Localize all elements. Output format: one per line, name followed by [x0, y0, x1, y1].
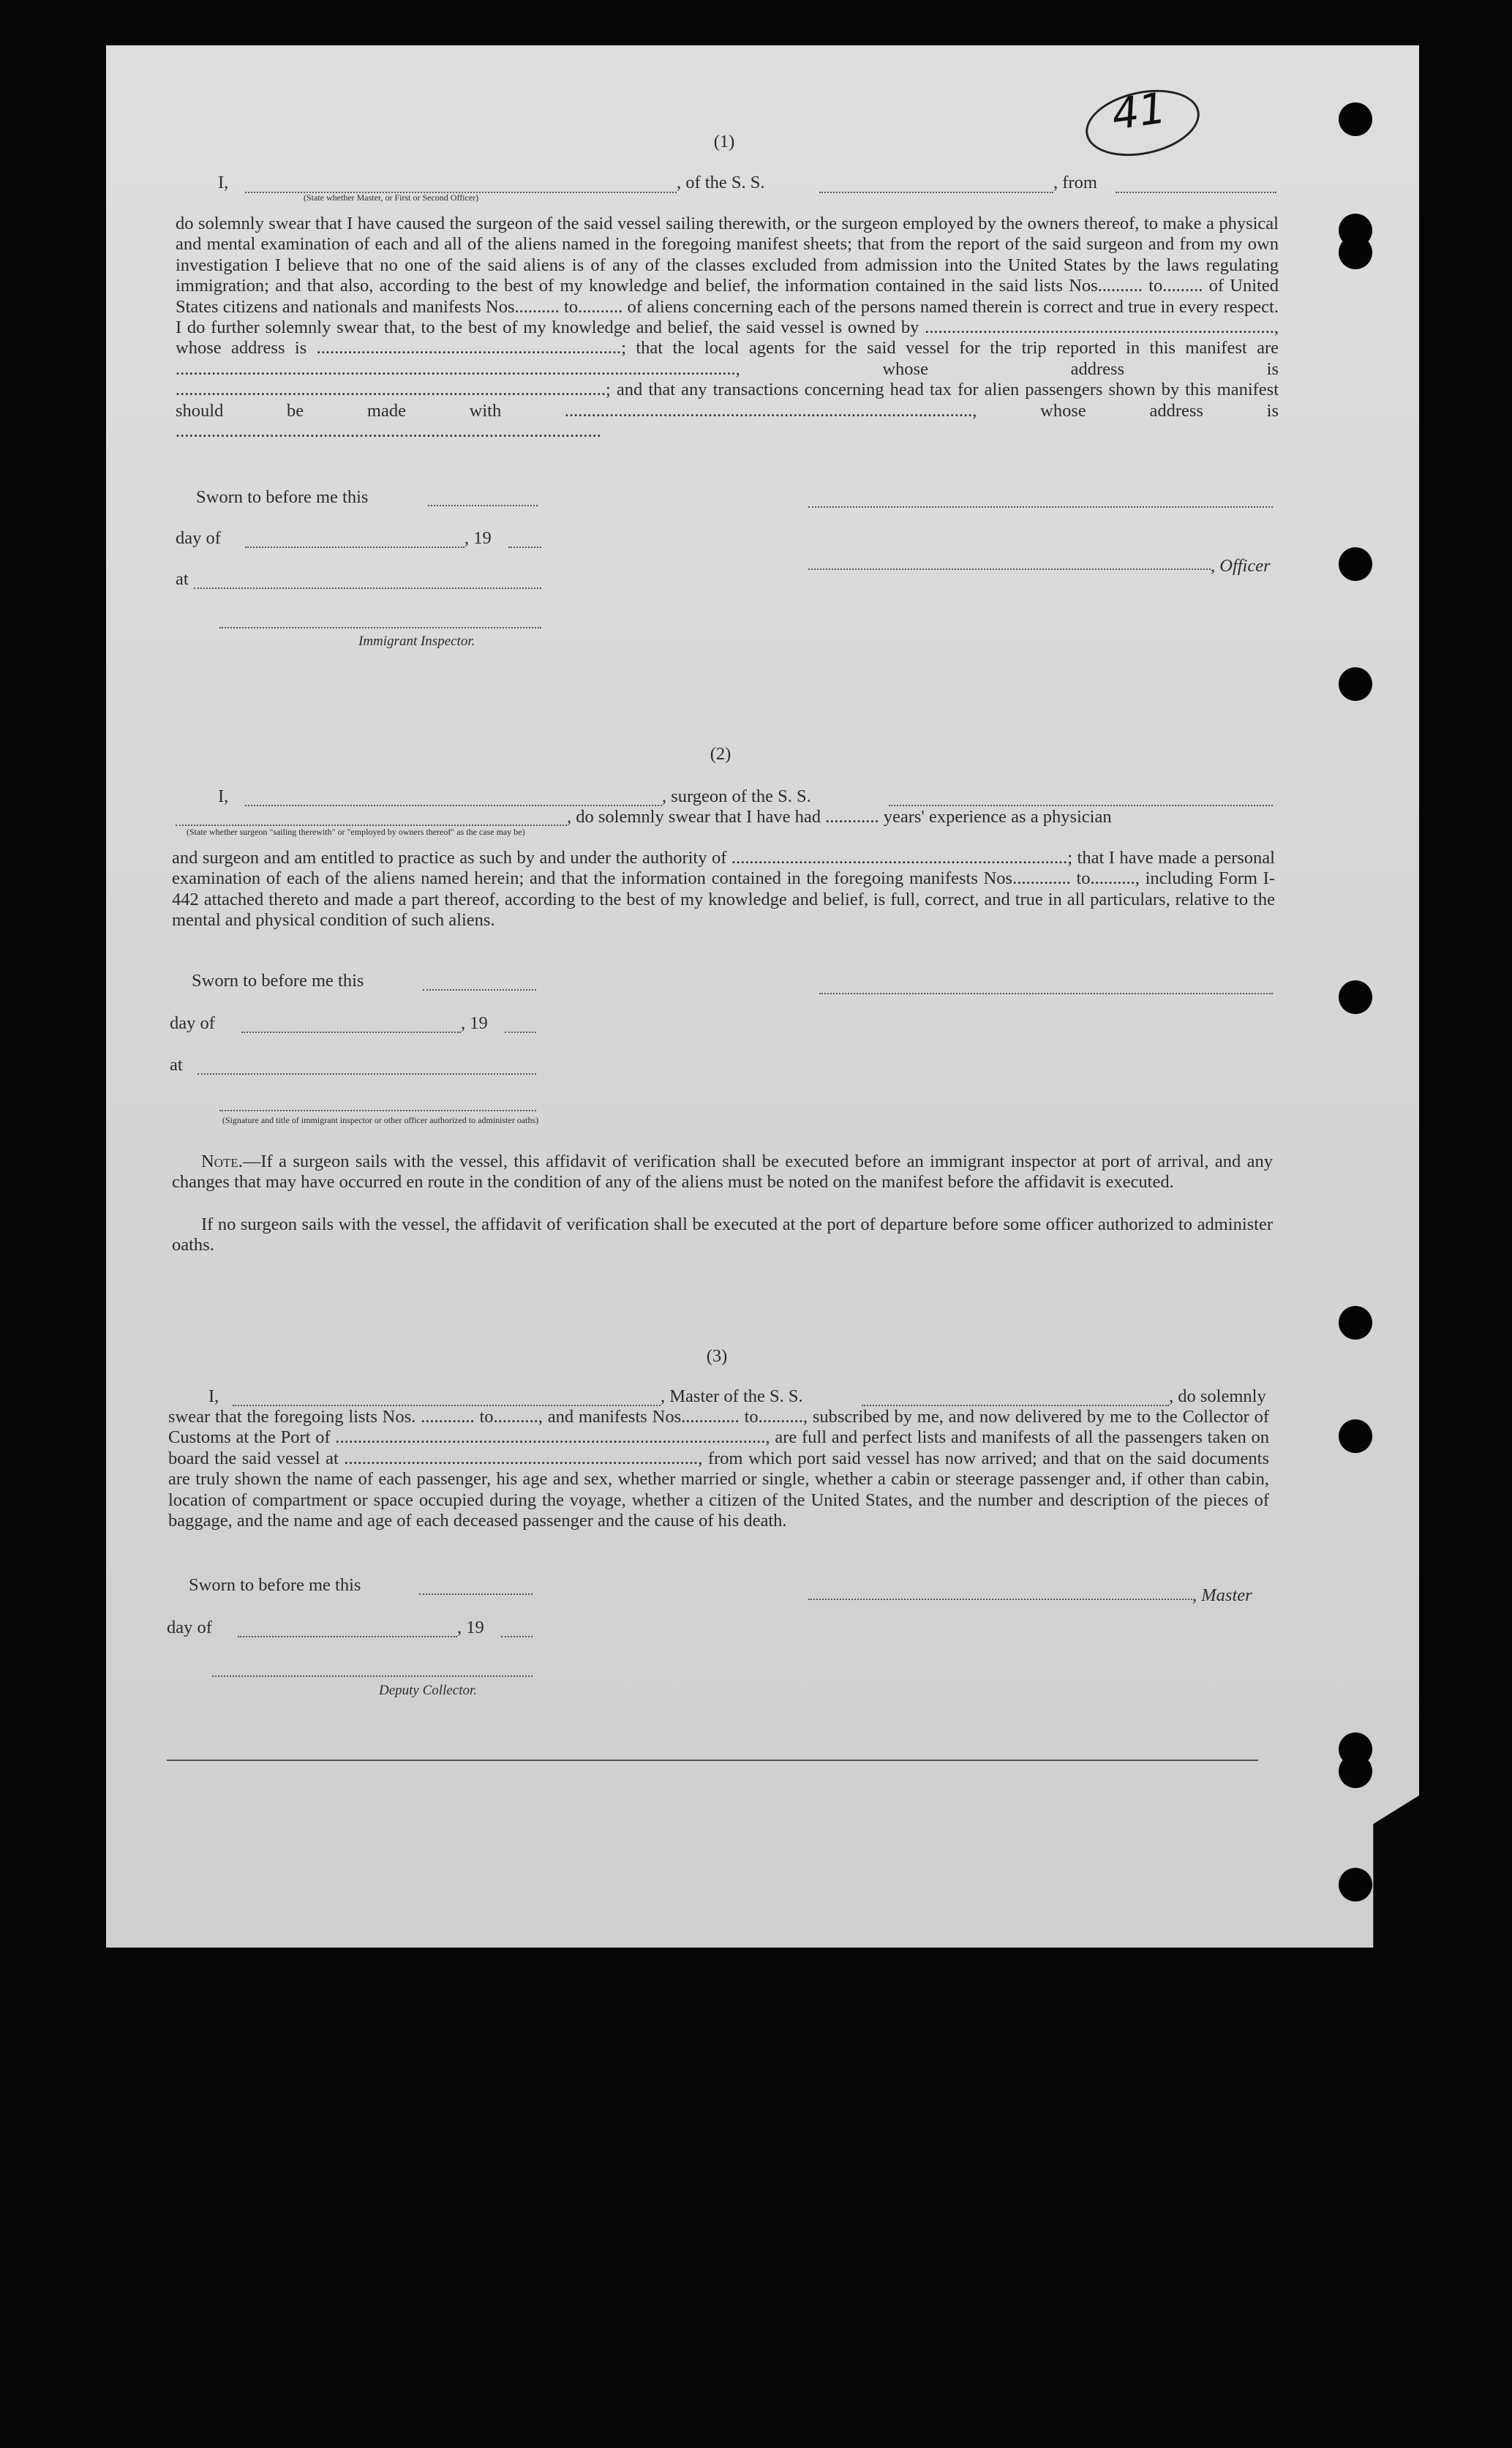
sec1-i: I,	[218, 173, 229, 192]
section-3-number: (3)	[706, 1346, 728, 1366]
fill-line	[501, 1636, 533, 1637]
page-number: 41	[1108, 83, 1170, 140]
sec1-year: , 19	[464, 528, 492, 548]
punch-hole	[1339, 1306, 1372, 1340]
sec1-officer: , Officer	[1211, 556, 1271, 576]
inspector-signature-line	[219, 627, 541, 628]
fill-line	[1116, 192, 1276, 193]
sec2-i: I,	[218, 786, 229, 806]
fill-line	[508, 547, 541, 548]
sec2-note-block	[172, 1152, 1273, 1193]
punch-hole	[1339, 102, 1372, 136]
sec3-year: , 19	[457, 1618, 484, 1637]
fill-line	[862, 1405, 1169, 1406]
punch-hole	[1339, 667, 1372, 701]
fill-line	[176, 825, 567, 826]
fill-line	[233, 1405, 661, 1406]
sec3-sworn: Sworn to before me this	[189, 1575, 361, 1595]
punch-hole	[1339, 547, 1372, 581]
section-1-number: (1)	[713, 132, 735, 151]
punch-hole	[1339, 1419, 1372, 1453]
fill-line	[245, 547, 464, 548]
fill-line	[194, 587, 541, 589]
sec1-body: do solemnly swear that I have caused the surgeon of the said vessel sailing therewith, or the surgeon employed by the owners thereof, to make a physical and mental examination of each and all of the aliens named in the foregoing manifest sheets; that from the report of the said surgeon and from my own investigation I believe that no one of the said aliens is of any of the classes excluded from admission into the United States by the laws regulating immigration; and that also, according to the best of my knowledge and belief, the information contained in the said lists Nos.......... to......... of United States citizens and nationals and manifests Nos.......... to.......... of aliens concerning each of the persons named therein is correct and true in every respect. I do further solemnly swear that, to the best of my knowledge and belief, the said vessel is owned by .............................................................................., whose address is ....................................................................; that the local agents for the said vessel for the trip reported in this manifest are ............................................................................................................................., whose address is ................................................................................................; and that any transactions concerning head tax for alien passengers shown by this manifest should be made with ..........................................................................................., whose address is ...............................................................................................	[176, 214, 1279, 442]
sec3-collector: Deputy Collector.	[379, 1683, 478, 1698]
sec3-i: I,	[208, 1386, 219, 1406]
sec2-line2: , do solemnly swear that I have had ............ years' experience as a physician	[567, 807, 1112, 827]
officer-signature-line	[808, 506, 1273, 508]
fill-line	[238, 1636, 457, 1637]
fill-line	[198, 1073, 536, 1075]
sec1-sworn: Sworn to before me this	[196, 487, 369, 507]
sec3-master-ss: , Master of the S. S.	[661, 1386, 803, 1406]
sec3-end: , do solemnly	[1169, 1386, 1266, 1406]
sec3-body: swear that the foregoing lists Nos. ............ to.........., and manifests Nos............. to.........., subscribed by me, and now delivered by me to the Collector of Customs at the Port of ................................................................................................, are full and perfect lists and manifests of all the passengers taken on board the said vessel at ..............................................................................., from which port said vessel has now arrived; and that on the said documents are truly shown the name of each passenger, his age and sex, whether married or single, whether a cabin or steerage passenger and, if other than cabin, location of compartment or space occupied during the voyage, whether a citizen of the United States, and the number and description of the pieces of baggage, and the name and age of each deceased passenger and the cause of his death.	[168, 1407, 1269, 1531]
sec2-at: at	[170, 1055, 183, 1075]
sec1-at: at	[176, 569, 189, 589]
bottom-rule	[167, 1760, 1258, 1761]
fill-line	[419, 1593, 533, 1595]
sec2-year: , 19	[461, 1013, 488, 1033]
note-body: —If a surgeon sails with the vessel, this affidavit of verification shall be executed before an immigrant inspector at port of arrival, and any changes that may have occurred en route in the condition of any of the aliens must be noted on the manifest before the affidavit is executed.	[172, 1152, 1273, 1193]
fill-line	[241, 1032, 461, 1033]
sec1-note: (State whether Master, or First or Second Officer)	[304, 192, 479, 203]
fill-line	[889, 805, 1273, 806]
section-2-number: (2)	[710, 744, 731, 764]
punch-hole	[1339, 236, 1372, 269]
sec2-sworn: Sworn to before me this	[192, 971, 364, 991]
sec2-sig-note: (Signature and title of immigrant inspector or other officer authorized to administer oaths)	[222, 1115, 539, 1125]
fill-line	[245, 805, 662, 806]
sec1-from: , from	[1053, 173, 1097, 192]
inspector-signature-line	[219, 1110, 536, 1111]
fill-line	[819, 192, 1053, 193]
sec1-inspector: Immigrant Inspector.	[358, 634, 475, 649]
note-label: Note.	[201, 1152, 243, 1171]
fill-line	[428, 505, 538, 506]
collector-signature-line	[212, 1675, 533, 1677]
sec1-dayof: day of	[176, 528, 221, 548]
fill-line	[808, 568, 1211, 570]
sec1-of-ss: , of the S. S.	[677, 173, 765, 192]
sec3-master: , Master	[1192, 1585, 1252, 1605]
surgeon-signature-line	[819, 993, 1273, 994]
sec3-dayof: day of	[167, 1618, 212, 1637]
punch-hole	[1339, 1754, 1372, 1788]
fill-line	[505, 1032, 536, 1033]
sec2-dayof: day of	[170, 1013, 215, 1033]
punch-hole	[1339, 1868, 1372, 1901]
sec2-note: (State whether surgeon "sailing therewith" or "employed by owners thereof" as the case may be)	[187, 827, 525, 837]
punch-hole	[1339, 980, 1372, 1014]
sec2-surgeon: , surgeon of the S. S.	[662, 786, 811, 806]
master-signature-line	[808, 1599, 1192, 1600]
sec2-note-block-2: If no surgeon sails with the vessel, the affidavit of verification shall be executed at the port of departure before some officer authorized to administer oaths.	[172, 1214, 1273, 1255]
fill-line	[423, 989, 536, 991]
sec2-body: and surgeon and am entitled to practice as such by and under the authority of ...........................................................................; that I have made a personal examination of each of the aliens named herein; and that the information contained in the foregoing manifests Nos............. to.........., including Form I-442 attached thereto and made a part thereof, according to the best of my knowledge and belief, is full, correct, and true in all particulars, relative to the mental and physical condition of such aliens.	[172, 848, 1275, 931]
